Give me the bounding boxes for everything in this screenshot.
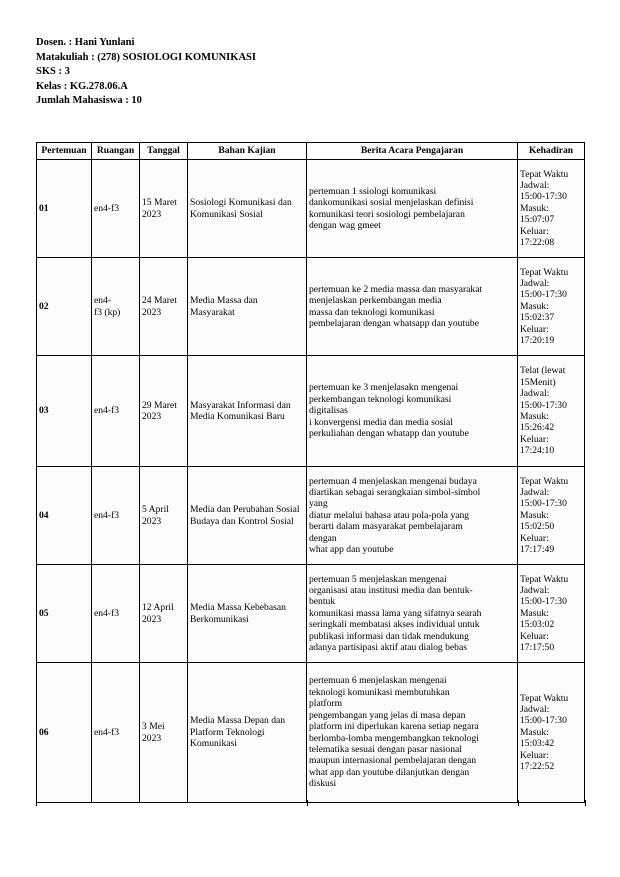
col-header-pertemuan: Pertemuan [37, 143, 92, 160]
table-continuation [36, 800, 586, 806]
date: 15 Maret 2023 [140, 160, 188, 258]
attendance: Tepat Waktu Jadwal: 15:00-17:30 Masuk: 15:03:02 Keluar: 17:17:50 [518, 565, 585, 663]
attendance: Tepat Waktu Jadwal: 15:00-17:30 Masuk: 15:03:42 Keluar: 17:22:52 [518, 663, 585, 803]
col-header-berita-acara: Berita Acara Pengajaran [307, 143, 518, 160]
table-row [37, 467, 585, 565]
room: en4-f3 [92, 663, 140, 803]
attendance: Tepat Waktu Jadwal: 15:00-17:30 Masuk: 15:02:37 Keluar: 17:20:19 [518, 258, 585, 356]
teaching-report: pertemuan 1 ssiologi komunikasi dankomunikasi sosial menjelaskan definisi komunikasi teori sosiologi pembelajaran dengan wag gmeet [307, 160, 518, 258]
topic: Sosiologi Komunikasi dan Komunikasi Sosial [188, 160, 307, 258]
room: en4-f3 [92, 160, 140, 258]
table-row [37, 356, 585, 467]
meeting-number: 05 [37, 565, 92, 663]
attendance-table [36, 142, 585, 803]
teaching-report: pertemuan ke 3 menjelasakn mengenai perkembangan teknologi komunikasi digitalisas i konvergensi media dan media sosial perkuliahan dengan whatapp dan youtube [307, 356, 518, 467]
credits-line: SKS : 3 [36, 66, 70, 78]
topic: Media dan Perubahan Sosial Budaya dan Kontrol Sosial [188, 467, 307, 565]
teaching-report: pertemuan 6 menjelaskan mengenai teknologi komunikasi membutuhkan platform pengembangan yang jelas di masa depan platform ini diperlukan karena setiap negara berlomba-lomba mengembangkan teknologi telematika sesuai dengan pasar nasional maupun internasional pembelajaran dengan what app dan youtube dilanjutkan dengan diskusi [307, 663, 518, 803]
course-line: Matakuliah : (278) SOSIOLOGI KOMUNIKASI [36, 51, 256, 63]
date: 24 Maret 2023 [140, 258, 188, 356]
table-row [37, 663, 585, 803]
lecturer-line: Dosen. : Hani Yunlani [36, 37, 135, 48]
attendance: Tepat Waktu Jadwal: 15:00-17:30 Masuk: 15:02:50 Keluar: 17:17:49 [518, 467, 585, 565]
table-row [37, 565, 585, 663]
table-header-row [37, 143, 585, 160]
meeting-number: 06 [37, 663, 92, 803]
column-divider [518, 800, 519, 806]
room: en4- f3 (kp) [92, 258, 140, 356]
col-header-ruangan: Ruangan [92, 143, 140, 160]
meeting-number: 01 [37, 160, 92, 258]
meeting-number: 03 [37, 356, 92, 467]
col-header-tanggal: Tanggal [140, 143, 188, 160]
teaching-report: pertemuan ke 2 media massa dan masyarakat menjelaskan perkembangan media massa dan teknologi komunikasi pembelajaran dengan whatsapp dan youtube [307, 258, 518, 356]
room: en4-f3 [92, 356, 140, 467]
date: 29 Maret 2023 [140, 356, 188, 467]
date: 12 April 2023 [140, 565, 188, 663]
course-header [36, 36, 256, 109]
student-count-line: Jumlah Mahasiswa : 10 [36, 95, 142, 107]
topic: Media Massa Kebebasan Berkomunikasi [188, 565, 307, 663]
table-row [37, 160, 585, 258]
teaching-report: pertemuan 5 menjelaskan mengenai organisasi atau institusi media dan bentuk- bentuk komunikasi massa lama yang sifatnya searah seringkali membatasi akses individual untuk publikasi informasi dan tidak mendukung adanya partisipasi aktif atau dialog bebas [307, 565, 518, 663]
topic: Media Massa dan Masyarakat [188, 258, 307, 356]
meeting-number: 04 [37, 467, 92, 565]
class-line: Kelas : KG.278.06.A [36, 80, 128, 92]
column-divider [307, 800, 308, 806]
room: en4-f3 [92, 565, 140, 663]
topic: Media Massa Depan dan Platform Teknologi Komunikasi [188, 663, 307, 803]
col-header-bahan-kajian: Bahan Kajian [188, 143, 307, 160]
attendance: Telat (lewat 15Menit) Jadwal: 15:00-17:30 Masuk: 15:26:42 Keluar: 17:24:10 [518, 356, 585, 467]
topic: Masyarakat Informasi dan Media Komunikasi Baru [188, 356, 307, 467]
table-row [37, 258, 585, 356]
meeting-number: 02 [37, 258, 92, 356]
date: 5 April 2023 [140, 467, 188, 565]
col-header-kehadiran: Kehadiran [518, 143, 585, 160]
date: 3 Mei 2023 [140, 663, 188, 803]
room: en4-f3 [92, 467, 140, 565]
teaching-report: pertemuan 4 menjelaskan mengenai budaya diartikan sebagai serangkaian simbol-simbol yang diatur melalui bahasa atau pola-pola yang berarti dalam masyarakat pembelajaram dengan what app dan youtube [307, 467, 518, 565]
attendance: Tepat Waktu Jadwal: 15:00-17:30 Masuk: 15:07:07 Keluar: 17:22:08 [518, 160, 585, 258]
